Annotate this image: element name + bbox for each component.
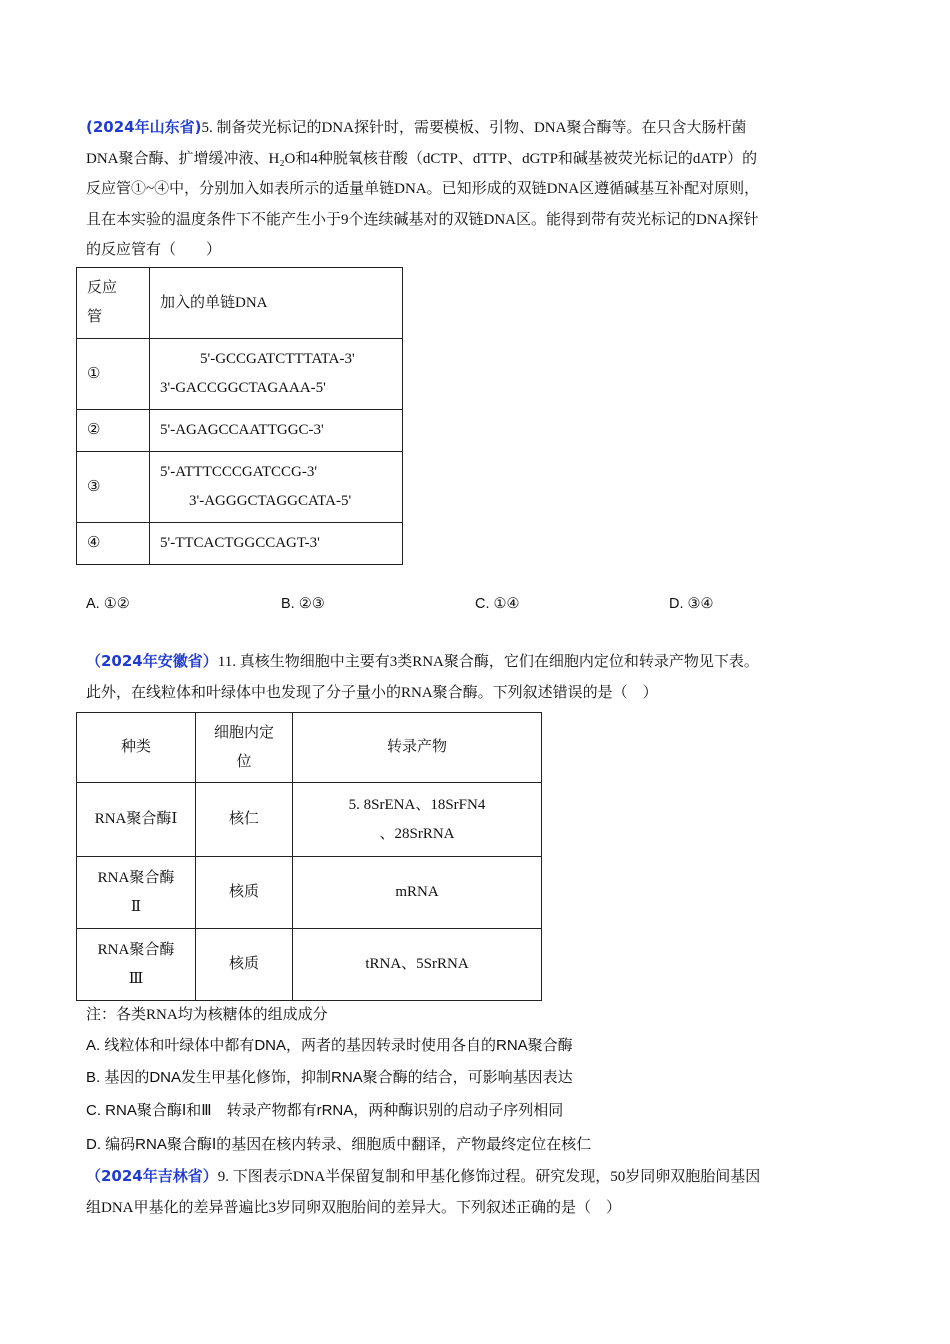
kind-cell: RNA聚合酶Ⅰ xyxy=(77,783,196,857)
stem-line: (2024年山东省)5. 制备荧光标记的DNA探针时，需要模板、引物、DNA聚合酶等。在只含大肠杆菌 xyxy=(86,118,747,136)
location-cell: 核质 xyxy=(196,857,293,929)
option-a[interactable]: A. ①② xyxy=(86,596,130,612)
tube-cell: ④ xyxy=(77,523,150,565)
question-source: (2024年山东省) xyxy=(86,118,202,136)
option-d[interactable]: D. ③④ xyxy=(669,596,714,612)
location-cell: 核仁 xyxy=(196,783,293,857)
question-source: （2024年安徽省） xyxy=(86,652,218,670)
stem-line: 的反应管有（ ） xyxy=(86,242,222,258)
rna-polymerase-table xyxy=(76,712,542,1001)
stem-line: 反应管①~④中，分别加入如表所示的适量单链DNA。已知形成的双链DNA区遵循碱基互补配对原则， xyxy=(86,181,760,197)
table-row xyxy=(77,452,403,523)
option-c[interactable]: C. ①④ xyxy=(475,596,520,612)
question-3-stem xyxy=(86,1161,866,1223)
dna-table xyxy=(76,267,403,565)
header-cell-location: 细胞内定 位 xyxy=(196,713,293,783)
tube-cell: ③ xyxy=(77,452,150,523)
dna-cell: 5'-TTCACTGGCCAGT-3' xyxy=(150,523,403,565)
stem-line: 此外，在线粒体和叶绿体中也发现了分子量小的RNA聚合酶。下列叙述错误的是（ ） xyxy=(86,684,658,701)
question-2-stem xyxy=(86,646,866,708)
table-header-row xyxy=(77,268,403,339)
product-cell: mRNA xyxy=(293,857,542,929)
table-row xyxy=(77,339,403,410)
stem-line: （2024年安徽省）11. 真核生物细胞中主要有3类RNA聚合酶，它们在细胞内定位和转录产物见下表。 xyxy=(86,652,759,670)
option-c[interactable]: C. RNA聚合酶Ⅰ和Ⅲ 转录产物都有rRNA，两种酶识别的启动子序列相同 xyxy=(86,1102,564,1119)
table-row xyxy=(77,783,542,857)
dna-cell: 5'-AGAGCCAATTGGC-3' xyxy=(150,410,403,452)
header-cell-tube: 反应 管 xyxy=(77,268,150,339)
question-source: （2024年吉林省） xyxy=(86,1167,218,1185)
location-cell: 核质 xyxy=(196,929,293,1001)
header-cell-dna: 加入的单链DNA xyxy=(150,268,403,339)
kind-cell: RNA聚合酶 Ⅱ xyxy=(77,857,196,929)
tube-cell: ② xyxy=(77,410,150,452)
tube-cell: ① xyxy=(77,339,150,410)
product-cell: tRNA、5SrRNA xyxy=(293,929,542,1001)
header-cell-product: 转录产物 xyxy=(293,713,542,783)
table-row xyxy=(77,523,403,565)
table-row xyxy=(77,410,403,452)
option-a[interactable]: A. 线粒体和叶绿体中都有DNA，两者的基因转录时使用各自的RNA聚合酶 xyxy=(86,1037,573,1054)
stem-line: （2024年吉林省）9. 下图表示DNA半保留复制和甲基化修饰过程。研究发现，50岁同卵双胞胎间基因 xyxy=(86,1167,761,1185)
table-header-row xyxy=(77,713,542,783)
table-row xyxy=(77,857,542,929)
option-b[interactable]: B. ②③ xyxy=(281,596,325,612)
dna-cell: 5'-GCCGATCTTTATA-3' 3'-GACCGGCTAGAAA-5' xyxy=(150,339,403,410)
stem-line: DNA聚合酶、扩增缓冲液、H₂O和4种脱氧核苷酸（dCTP、dTTP、dGTP和碱基被荧光标记的dATP）的 xyxy=(86,150,758,167)
stem-line: 且在本实验的温度条件下不能产生小于9个连续碱基对的双链DNA区。能得到带有荧光标记的DNA探针 xyxy=(86,211,759,228)
table-note: 注：各类RNA均为核糖体的组成成分 xyxy=(86,1007,328,1023)
product-cell: 5. 8SrENA、18SrFN4 、28SrRNA xyxy=(293,783,542,857)
header-cell-kind: 种类 xyxy=(77,713,196,783)
kind-cell: RNA聚合酶 Ⅲ xyxy=(77,929,196,1001)
option-d[interactable]: D. 编码RNA聚合酶Ⅰ的基因在核内转录、细胞质中翻译，产物最终定位在核仁 xyxy=(86,1136,592,1153)
option-b[interactable]: B. 基因的DNA发生甲基化修饰，抑制RNA聚合酶的结合，可影响基因表达 xyxy=(86,1069,573,1086)
dna-cell: 5'-ATTTCCCGATCCG-3' 3'-AGGGCTAGGCATA-5' xyxy=(150,452,403,523)
table-row xyxy=(77,929,542,1001)
stem-line: 组DNA甲基化的差异普遍比3岁同卵双胞胎间的差异大。下列叙述正确的是（ ） xyxy=(86,1199,622,1216)
question-1-stem xyxy=(86,112,866,266)
